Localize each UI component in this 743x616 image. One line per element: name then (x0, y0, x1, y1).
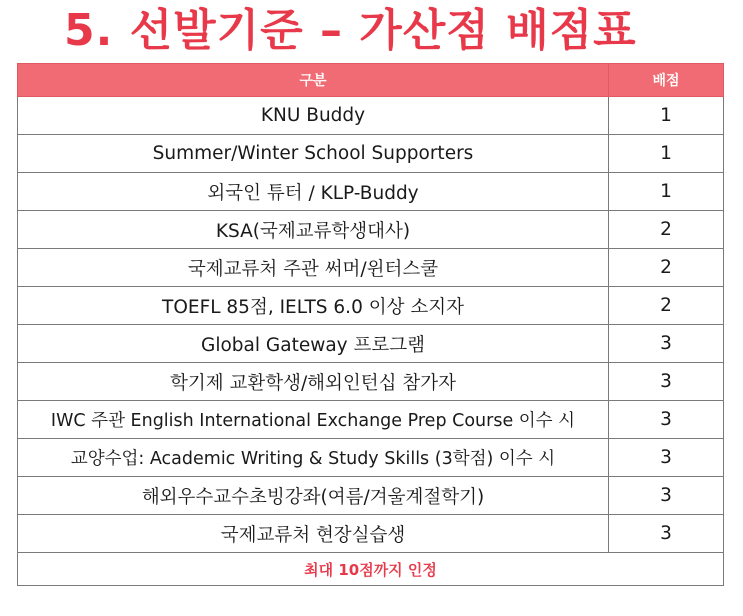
row-item: 해외우수교수초빙강좌(여름/겨울계절학기) (18, 477, 609, 515)
row-score: 1 (609, 173, 724, 211)
table-row (18, 287, 724, 325)
row-item: Summer/Winter School Supporters (18, 135, 609, 173)
table-row (18, 135, 724, 173)
row-score: 2 (609, 249, 724, 287)
page-title: 5. 선발기준 – 가산점 배점표 (64, 5, 637, 56)
row-score: 2 (609, 211, 724, 249)
row-score: 1 (609, 97, 724, 135)
table-row (18, 515, 724, 553)
footer-note: 최대 10점까지 인정 (18, 553, 724, 586)
table-row (18, 173, 724, 211)
table-row (18, 363, 724, 401)
row-score: 3 (609, 401, 724, 439)
bonus-points-table (17, 63, 724, 586)
row-item: 외국인 튜터 / KLP-Buddy (18, 173, 609, 211)
row-item: KSA(국제교류학생대사) (18, 211, 609, 249)
row-score: 1 (609, 135, 724, 173)
table-footer-row (18, 553, 724, 586)
table-row (18, 401, 724, 439)
row-score: 3 (609, 477, 724, 515)
table-row (18, 211, 724, 249)
table-row (18, 97, 724, 135)
table-row (18, 477, 724, 515)
table-header-row (18, 64, 724, 97)
row-score: 3 (609, 363, 724, 401)
header-category: 구분 (18, 64, 609, 97)
table-row (18, 439, 724, 477)
row-item: 국제교류처 주관 써머/윈터스쿨 (18, 249, 609, 287)
row-item: TOEFL 85점, IELTS 6.0 이상 소지자 (18, 287, 609, 325)
row-score: 3 (609, 325, 724, 363)
row-score: 3 (609, 439, 724, 477)
row-item: 학기제 교환학생/해외인턴십 참가자 (18, 363, 609, 401)
header-points: 배점 (609, 64, 724, 97)
table-row (18, 325, 724, 363)
row-item: 교양수업: Academic Writing & Study Skills (3학점) 이수 시 (18, 439, 609, 477)
row-score: 3 (609, 515, 724, 553)
row-item: IWC 주관 English International Exchange Prep Course 이수 시 (18, 401, 609, 439)
row-item: Global Gateway 프로그램 (18, 325, 609, 363)
row-item: 국제교류처 현장실습생 (18, 515, 609, 553)
table-row (18, 249, 724, 287)
row-score: 2 (609, 287, 724, 325)
row-item: KNU Buddy (18, 97, 609, 135)
